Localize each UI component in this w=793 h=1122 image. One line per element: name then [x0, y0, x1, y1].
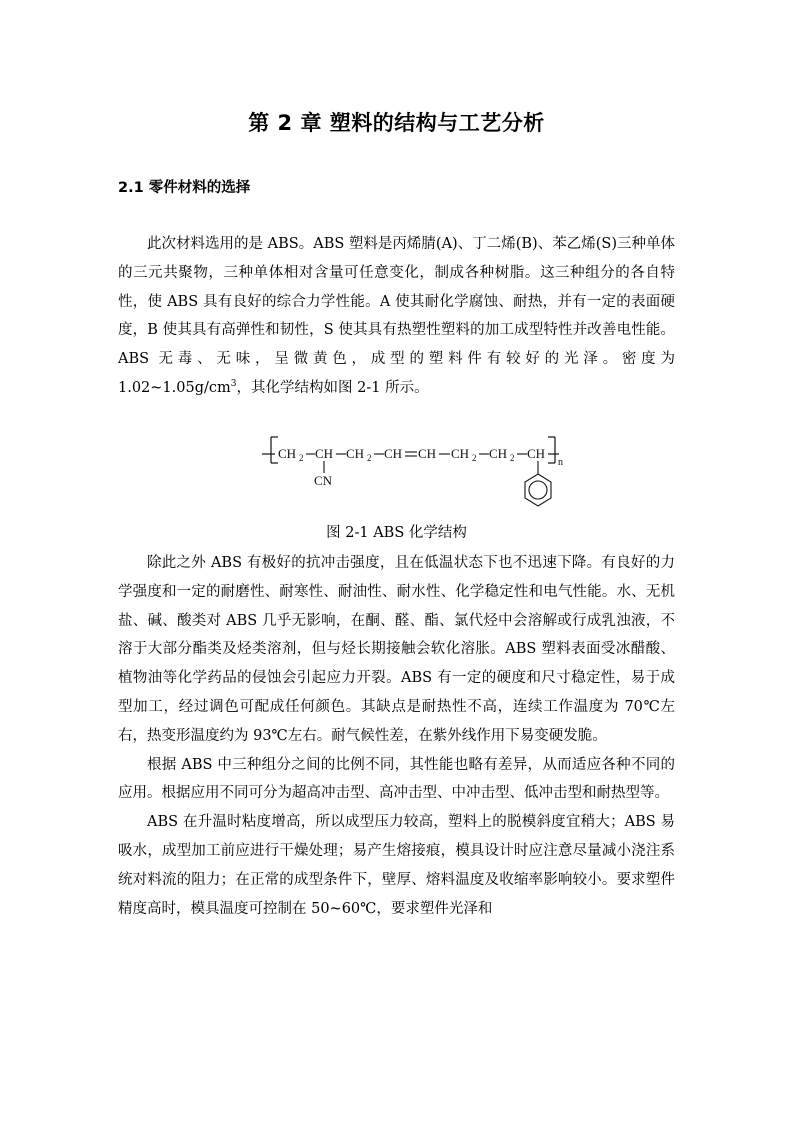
- paragraph-4: ABS 在升温时粘度增高，所以成型压力较高，塑料上的脱模斜度宜稍大；ABS 易吸水，成型加工前应进行干燥处理；易产生熔接痕，模具设计时应注意尽量减小浇注系统对料流的阻力；在正常的成型条件下，壁厚、熔料温度及收缩率影响较小。要求塑件精度高时，模具温度可控制在 50~60℃，要求塑件光泽和: [118, 814, 675, 917]
- body-text-bottom: [118, 549, 675, 923]
- paragraph-1: [118, 230, 675, 403]
- superscript-3: 3: [230, 379, 237, 390]
- paragraph-1-text: 此次材料选用的是 ABS。ABS 塑料是丙烯腈(A)、丁二烯(B)、苯乙烯(S)三种单体的三元共聚物，三种单体相对含量可任意变化，制成各种树脂。这三种组分的各自特性，使 ABS 具有良好的综合力学性能。A 使其耐化学腐蚀、耐热，并有一定的表面硬度，B 使其具有高弹性和韧性，S 使其具有热塑性塑料的加工成型特性并改善电性能。ABS 无毒、无味，呈微黄色，成型的塑料件有较好的光泽。密度为 1.02~1.05g/cm: [118, 236, 675, 396]
- body-text-top: [118, 230, 675, 403]
- figure-caption: 图 2-1 ABS 化学结构: [326, 525, 467, 541]
- unit-2-ch: CH: [315, 446, 334, 461]
- branch-cn: CN: [314, 473, 333, 488]
- unit-4-ch: CH: [384, 446, 403, 461]
- section-heading: 2.1 零件材料的选择: [118, 180, 251, 196]
- unit-3-ch: CH: [346, 446, 365, 461]
- unit-7-sub: 2: [510, 453, 515, 463]
- unit-6-ch: CH: [451, 446, 470, 461]
- unit-1-ch: CH: [278, 446, 297, 461]
- unit-1-sub: 2: [299, 453, 304, 463]
- subscript-n: n: [558, 457, 563, 468]
- paragraph-3: 根据 ABS 中三种组分之间的比例不同，其性能也略有差异，从而适应各种不同的应用。根据应用不同可分为超高冲击型、高冲击型、中冲击型、低冲击型和耐热型等。: [118, 756, 675, 802]
- unit-7-ch: CH: [489, 446, 508, 461]
- paragraph-2: 除此之外 ABS 有极好的抗冲击强度，且在低温状态下也不迅速下降。有良好的力学强度和一定的耐磨性、耐寒性、耐油性、耐水性、化学稳定性和电气性能。水、无机盐、碱、酸类对 ABS 几乎无影响，在酮、醛、酯、氯代烃中会溶解或行成乳浊液，不溶于大部分酯类及烃类溶剂，但与烃长期接触会软化溶胀。ABS 塑料表面受冰醋酸、植物油等化学药品的侵蚀会引起应力开裂。ABS 有一定的硬度和尺寸稳定性，易于成型加工，经过调色可配成任何颜色。其缺点是耐热性不高，连续工作温度为 70℃左右，热变形温度约为 93℃左右。耐气候性差，在紫外线作用下易变硬发脆。: [118, 555, 675, 744]
- paragraph-1-tail: ，其化学结构如图 2-1 所示。: [236, 379, 429, 396]
- unit-3-sub: 2: [367, 453, 372, 463]
- abs-structure-figure: [258, 427, 578, 514]
- unit-8-ch: CH: [527, 446, 546, 461]
- unit-5-ch: CH: [418, 446, 437, 461]
- chapter-title: 第 2 章 塑料的结构与工艺分析: [248, 111, 545, 135]
- unit-6-sub: 2: [472, 453, 477, 463]
